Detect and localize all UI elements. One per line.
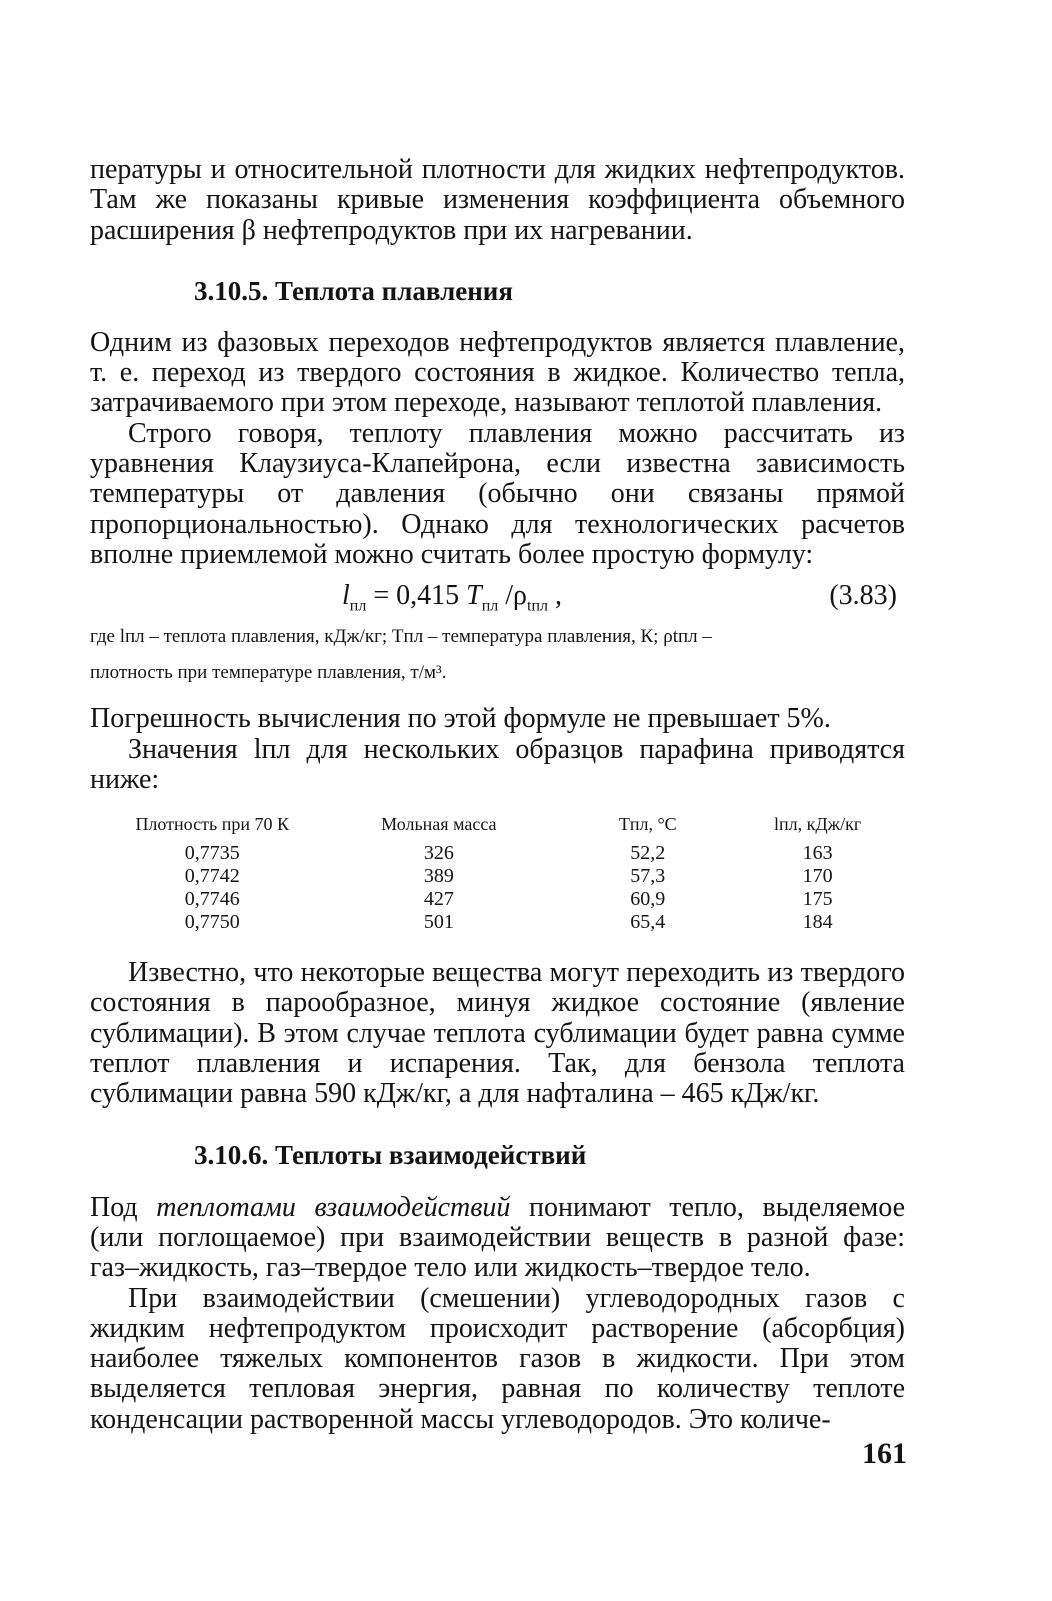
section-heading-melting-heat: 3.10.5. Теплота плавления [194, 275, 513, 306]
table-cell: 0,7746 [184, 888, 240, 911]
header-density: Плотность при 70 К [135, 814, 289, 835]
header-molar-mass: Мольная масса [381, 814, 497, 835]
table-cell: 184 [802, 911, 833, 934]
table-cell: 52,2 [630, 842, 666, 865]
paragraph-phase-transition: Одним из фазовых переходов нефтепродуктов является плавление, т. е. переход из твердого состояния в жидкое. Количество тепла, затрачиваемого при этом переходе, называют теплотой плавления. [90, 326, 905, 419]
formula-legend-line-1: где lпл – теплота плавления, кДж/кг; Tпл – температура плавления, К; ρtпл – [90, 626, 712, 648]
formula-3-83 [90, 574, 905, 618]
section-heading-interaction-heat: 3.10.6. Теплоты взаимодействий [194, 1139, 587, 1170]
paragraph-values-intro: Значения lпл для нескольких образцов парафина приводятся ниже: [90, 733, 905, 795]
page-number: 161 [862, 1437, 907, 1470]
table-row [112, 842, 905, 865]
paragraph-intro: пературы и относительной плотности для жидких нефтепродуктов. Там же показаны кривые изменения коэффициента объемного расширения β нефтепродуктов при их нагревании. [90, 154, 905, 246]
table-cell: 389 [423, 865, 454, 888]
table-row [112, 865, 905, 888]
table-cell: 170 [802, 865, 833, 888]
table-cell: 65,4 [630, 911, 666, 934]
document-page [90, 155, 905, 1435]
table-cell: 57,3 [630, 865, 666, 888]
term-italic: теплотами взаимодействий [156, 1191, 511, 1223]
table-row [112, 888, 905, 911]
table-cell: 0,7742 [184, 865, 240, 888]
table-cell: 326 [423, 842, 454, 865]
table-cell: 0,7735 [184, 842, 240, 865]
formula-legend-line-2: плотность при температуре плавления, т/м³. [90, 662, 447, 684]
table-cell: 0,7750 [184, 911, 240, 934]
paragraph-absorption: При взаимодействии (смешении) углеводородных газов с жидким нефтепродуктом происходит растворение (абсорбция) наиболее тяжелых компонентов газов в жидкости. При этом выделяется тепловая энергия, равная по количеству теплоте конденсации растворенной массы углеводородов. Это количе- [90, 1282, 905, 1435]
paragraph-sublimation: Известно, что некоторые вещества могут переходить из твердого состояния в парообразное, минуя жидкое состояние (явление сублимации). В этом случае теплота сублимации будет равна сумме теплот плавления и испарения. Так, для бензола теплота сублимации равна 590 кДж/кг, а для нафталина – 465 кДж/кг. [90, 957, 905, 1110]
table-cell: 427 [423, 888, 454, 911]
paraffin-table [112, 813, 905, 934]
header-melting-heat: lпл, кДж/кг [774, 814, 862, 835]
header-melting-temp: Tпл, °C [618, 814, 677, 835]
paragraph-error: Погрешность вычисления по этой формуле не превышает 5%. [90, 703, 831, 735]
table-cell: 175 [802, 888, 833, 911]
table-row [112, 911, 905, 934]
paragraph-interaction-definition: Под теплотами взаимодействий понимают тепло, выделяемое (или поглощаемое) при взаимодействии веществ в разной фазе: газ–жидкость, газ–твердое тело или жидкость–твердое тело. [90, 1191, 905, 1284]
paragraph-clausius: Строго говоря, теплоту плавления можно рассчитать из уравнения Клаузиуса-Клапейрона, если известна зависимость температуры от давления (обычно они связаны прямой пропорциональностью). Однако для технологических расчетов вполне приемлемой можно считать более простую формулу: [90, 417, 905, 570]
table-cell: 60,9 [630, 888, 666, 911]
table-header-row [112, 813, 905, 842]
formula-expression: $l_{пл} = 0,415$ $T_{пл}$ $/\rho_{tпл}$ , [342, 580, 563, 615]
table-cell: 501 [423, 911, 454, 934]
equation-number: (3.83) [829, 580, 897, 612]
table-cell: 163 [802, 842, 833, 865]
